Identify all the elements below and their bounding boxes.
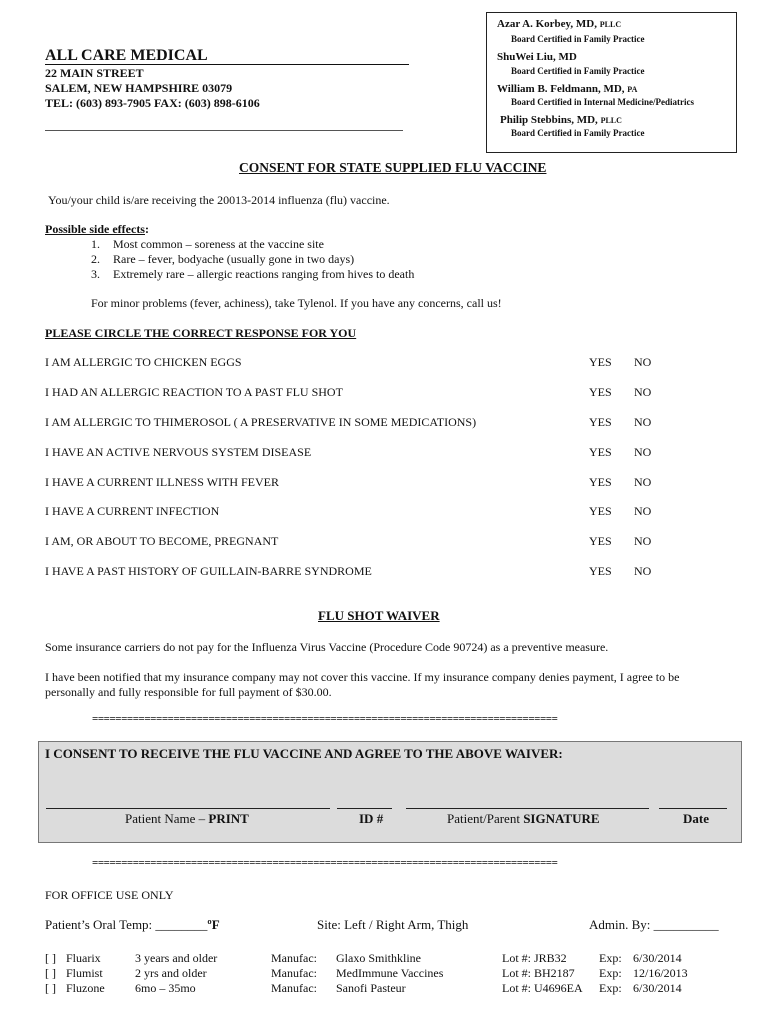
- signature-field[interactable]: [406, 808, 649, 809]
- exp-date: 6/30/2014: [633, 951, 682, 965]
- no-option[interactable]: NO: [634, 355, 652, 369]
- vaccine-name: Fluzone: [66, 981, 105, 995]
- manufacturer-name: Sanofi Pasteur: [336, 981, 406, 995]
- yes-option[interactable]: YES: [589, 385, 612, 399]
- manufacturer-label: Manufac:: [271, 966, 317, 980]
- patient-name-label: Patient Name – PRINT: [125, 811, 249, 826]
- exp-label: Exp:: [599, 951, 622, 965]
- waiver-paragraph: Some insurance carriers do not pay for the Influenza Virus Vaccine (Procedure Code 90724) as a preventive measure.: [45, 640, 609, 654]
- oral-temp-field[interactable]: Patient’s Oral Temp: ________ºF: [45, 917, 220, 932]
- question-current-infection: I HAVE A CURRENT INFECTION: [45, 504, 220, 518]
- vaccine-checkbox[interactable]: [ ]: [45, 966, 56, 980]
- exp-date: 12/16/2013: [633, 966, 688, 980]
- side-effect-number: 3.: [91, 267, 100, 281]
- doctor-name: Azar A. Korbey, MD, PLLC: [497, 18, 622, 30]
- vaccine-name: Flumist: [66, 966, 103, 980]
- date-label: Date: [683, 811, 709, 826]
- yes-option[interactable]: YES: [589, 445, 612, 459]
- question-illness-fever: I HAVE A CURRENT ILLNESS WITH FEVER: [45, 475, 280, 489]
- side-effect-item: Extremely rare – allergic reactions ranging from hives to death: [113, 267, 415, 281]
- clinic-phone: TEL: (603) 893-7905 FAX: (603) 898-6106: [45, 96, 260, 110]
- office-use-heading: FOR OFFICE USE ONLY: [45, 888, 174, 902]
- question-guillain-barre: I HAVE A PAST HISTORY OF GUILLAIN-BARRE SYNDROME: [45, 564, 372, 578]
- waiver-title: FLU SHOT WAIVER: [318, 608, 440, 623]
- side-effect-number: 1.: [91, 237, 100, 251]
- manufacturer-name: Glaxo Smithkline: [336, 951, 421, 965]
- intro-text: You/your child is/are receiving the 20013-2014 influenza (flu) vaccine.: [48, 193, 390, 207]
- vaccine-age: 3 years and older: [135, 951, 218, 965]
- yes-option[interactable]: YES: [589, 504, 612, 518]
- clinic-street: 22 MAIN STREET: [45, 66, 144, 80]
- clinic-city: SALEM, NEW HAMPSHIRE 03079: [45, 81, 233, 95]
- no-option[interactable]: NO: [634, 475, 652, 489]
- yes-option[interactable]: YES: [589, 564, 612, 578]
- minor-problems-note: For minor problems (fever, achiness), take Tylenol. If you have any concerns, call us!: [91, 296, 502, 310]
- no-option[interactable]: NO: [634, 534, 652, 548]
- yes-option[interactable]: YES: [589, 475, 612, 489]
- doctor-name: William B. Feldmann, MD, PA: [497, 83, 638, 95]
- no-option[interactable]: NO: [634, 415, 652, 429]
- consent-heading: I CONSENT TO RECEIVE THE FLU VACCINE AND AGREE TO THE ABOVE WAIVER:: [45, 746, 563, 761]
- question-chicken-eggs: I AM ALLERGIC TO CHICKEN EGGS: [45, 355, 242, 369]
- vaccine-checkbox[interactable]: [ ]: [45, 951, 56, 965]
- side-effect-number: 2.: [91, 252, 100, 266]
- question-thimerosol: I AM ALLERGIC TO THIMEROSOL ( A PRESERVATIVE IN SOME MEDICATIONS): [45, 415, 477, 429]
- no-option[interactable]: NO: [634, 385, 652, 399]
- manufacturer-label: Manufac:: [271, 981, 317, 995]
- injection-site[interactable]: Site: Left / Right Arm, Thigh: [317, 917, 469, 932]
- side-effect-item: Most common – soreness at the vaccine site: [113, 237, 324, 251]
- doctor-name: Philip Stebbins, MD, PLLC: [500, 114, 622, 126]
- separator-line: ================================================================================: [92, 713, 558, 725]
- yes-option[interactable]: YES: [589, 534, 612, 548]
- signature-label: Patient/Parent SIGNATURE: [447, 811, 600, 826]
- manufacturer-name: MedImmune Vaccines: [336, 966, 444, 980]
- doctor-certification: Board Certified in Internal Medicine/Pediatrics: [511, 97, 694, 107]
- doctor-certification: Board Certified in Family Practice: [511, 34, 645, 44]
- physicians-box: [486, 12, 737, 153]
- consent-box: [38, 741, 742, 843]
- id-field[interactable]: [337, 808, 392, 809]
- question-nervous-system: I HAVE AN ACTIVE NERVOUS SYSTEM DISEASE: [45, 445, 312, 459]
- separator-line: ================================================================================: [92, 857, 558, 869]
- manufacturer-label: Manufac:: [271, 951, 317, 965]
- exp-label: Exp:: [599, 966, 622, 980]
- doctor-name: ShuWei Liu, MD: [497, 51, 577, 63]
- question-pregnant: I AM, OR ABOUT TO BECOME, PREGNANT: [45, 534, 279, 548]
- question-past-flu-shot-reaction: I HAD AN ALLERGIC REACTION TO A PAST FLU SHOT: [45, 385, 343, 399]
- date-field[interactable]: [659, 808, 727, 809]
- admin-by-field[interactable]: Admin. By: __________: [589, 917, 719, 932]
- waiver-paragraph: personally and fully responsible for full payment of $30.00.: [45, 685, 332, 699]
- lot-number: Lot #: JRB32: [502, 951, 567, 965]
- header-divider: [45, 130, 403, 131]
- exp-label: Exp:: [599, 981, 622, 995]
- vaccine-age: 2 yrs and older: [135, 966, 207, 980]
- no-option[interactable]: NO: [634, 504, 652, 518]
- clinic-name-underline: [45, 64, 409, 65]
- vaccine-checkbox[interactable]: [ ]: [45, 981, 56, 995]
- waiver-paragraph: I have been notified that my insurance company may not cover this vaccine. If my insurance company denies payment, I agree to be: [45, 670, 680, 684]
- lot-number: Lot #: U4696EA: [502, 981, 583, 995]
- yes-option[interactable]: YES: [589, 415, 612, 429]
- vaccine-age: 6mo – 35mo: [135, 981, 196, 995]
- side-effects-heading: Possible side effects:: [45, 222, 149, 236]
- patient-name-field[interactable]: [46, 808, 330, 809]
- no-option[interactable]: NO: [634, 445, 652, 459]
- circle-instruction: PLEASE CIRCLE THE CORRECT RESPONSE FOR YOU: [45, 326, 357, 340]
- vaccine-name: Fluarix: [66, 951, 101, 965]
- document-title: CONSENT FOR STATE SUPPLIED FLU VACCINE: [239, 160, 547, 175]
- exp-date: 6/30/2014: [633, 981, 682, 995]
- lot-number: Lot #: BH2187: [502, 966, 575, 980]
- doctor-certification: Board Certified in Family Practice: [511, 128, 645, 138]
- no-option[interactable]: NO: [634, 564, 652, 578]
- clinic-name: ALL CARE MEDICAL: [45, 47, 208, 64]
- id-label: ID #: [359, 811, 384, 826]
- yes-option[interactable]: YES: [589, 355, 612, 369]
- doctor-certification: Board Certified in Family Practice: [511, 66, 645, 76]
- side-effect-item: Rare – fever, bodyache (usually gone in two days): [113, 252, 355, 266]
